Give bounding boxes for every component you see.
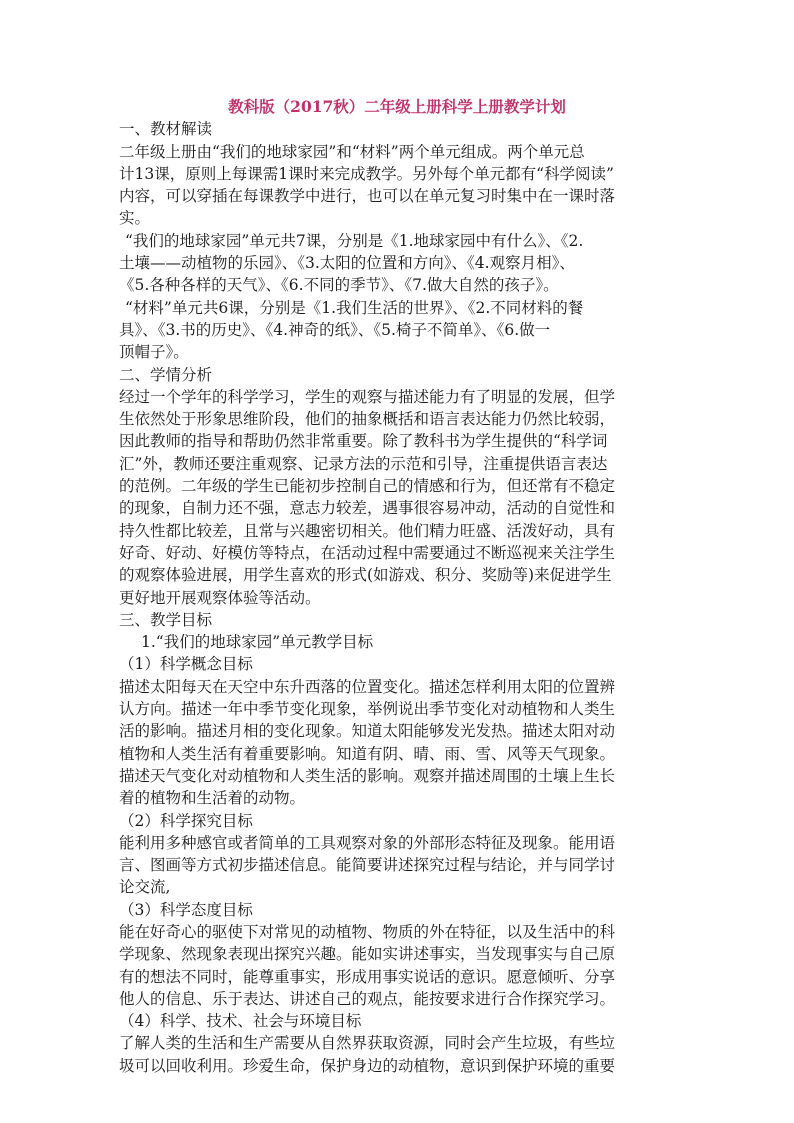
text-line: 顶帽子》。 — [119, 343, 189, 362]
text-line: 《5.各种各样的天气》、《6.不同的季节》、《7.做大自然的孩子》。 — [119, 276, 559, 295]
text-line: 认方向。描述一年中季节变化现象，举例说出季节变化对动植物和人类生 — [119, 700, 616, 719]
text-line: 的现象，自制力还不强，意志力较差，遇事很容易冲动，活动的自觉性和 — [119, 499, 616, 518]
text-line: 好奇、好动、好模仿等特点，在活动过程中需要通过不断巡视来关注学生 — [119, 543, 616, 562]
section-heading: 二、学情分析 — [119, 365, 213, 384]
text-line: 了解人类的生活和生产需要从自然界获取资源，同时会产生垃圾，有些垃 — [119, 1034, 616, 1053]
text-line: （3）科学态度目标 — [119, 900, 253, 919]
text-line: 持久性都比较差，且常与兴趣密切相关。他们精力旺盛、活泼好动，具有 — [119, 521, 616, 540]
text-line: 土壤——动植物的乐园》、《3.太阳的位置和方向》、《4.观察月相》、 — [119, 254, 575, 273]
text-line: （4）科学、技术、社会与环境目标 — [119, 1012, 362, 1031]
text-line: 圾可以回收利用。珍爱生命，保护身边的动植物，意识到保护环境的重要 — [119, 1056, 616, 1075]
text-line: 言、图画等方式初步描述信息。能简要讲述探究过程与结论，并与同学讨 — [119, 856, 616, 875]
text-line: 他人的信息、乐于表达、讲述自己的观点，能按要求进行合作探究学习。 — [119, 989, 616, 1008]
text-line: （2）科学探究目标 — [119, 811, 253, 830]
text-line: 二年级上册由“我们的地球家园”和“材料”两个单元组成。两个单元总 — [119, 142, 585, 161]
text-line: 因此教师的指导和帮助仍然非常重要。除了教科书为学生提供的“科学词 — [119, 432, 608, 451]
text-line: 实。 — [119, 209, 151, 228]
section-heading: 一、教材解读 — [119, 120, 213, 139]
document-body — [119, 118, 675, 1077]
text-line: 能利用多种感官或者简单的工具观察对象的外部形态特征及现象。能用语 — [119, 833, 616, 852]
text-line: 植物和人类生活有着重要影响。知道有阴、晴、雨、雪、风等天气现象。 — [119, 744, 616, 763]
text-line: 着的植物和生活着的动物。 — [119, 789, 306, 808]
text-line: 计13课，原则上每课需1课时来完成教学。另外每个单元都有“科学阅读” — [119, 164, 614, 183]
text-line: 汇”外，教师还要注重观察、记录方法的示范和引导，注重提供语言表达 — [119, 454, 608, 473]
text-line: 论交流, — [119, 878, 171, 897]
text-line: 能在好奇心的驱使下对常见的动植物、物质的外在特征，以及生活中的科 — [119, 922, 616, 941]
text-line: 更好地开展观察体验等活动。 — [119, 588, 321, 607]
text-line: 描述天气变化对动植物和人类生活的影响。观察并描述周围的土壤上生长 — [119, 766, 616, 785]
text-line: 内容，可以穿插在每课教学中进行，也可以在单元复习时集中在一课时落 — [119, 187, 616, 206]
text-line: “材料”单元共6课，分别是《1.我们生活的世界》、《2.不同材料的餐 — [125, 298, 584, 317]
text-line: （1）科学概念目标 — [119, 655, 253, 674]
text-line: 经过一个学年的科学学习，学生的观察与描述能力有了明显的发展，但学 — [119, 387, 616, 406]
text-line: 的范例。二年级的学生已能初步控制自己的情感和行为，但还常有不稳定 — [119, 477, 616, 496]
text-line: 有的想法不同时，能尊重事实，形成用事实说话的意识。愿意倾听、分享 — [119, 967, 616, 986]
document-page — [119, 96, 675, 1077]
text-line: 具》、《3.书的历史》、《4.神奇的纸》、《5.椅子不简单》、《6.做一 — [119, 320, 551, 339]
text-line: 描述太阳每天在天空中东升西落的位置变化。描述怎样利用太阳的位置辨 — [119, 677, 616, 696]
text-line: 1.“我们的地球家园”单元教学目标 — [141, 633, 374, 652]
document-title: 教科版（2017秋）二年级上册科学上册教学计划 — [228, 97, 566, 116]
section-heading: 三、教学目标 — [119, 610, 213, 629]
text-line: 活的影响。描述月相的变化现象。知道太阳能够发光发热。描述太阳对动 — [119, 722, 616, 741]
text-line: “我们的地球家园”单元共7课，分别是《1.地球家园中有什么》、《2. — [125, 231, 584, 250]
text-line: 生依然处于形象思维阶段，他们的抽象概括和语言表达能力仍然比较弱， — [119, 410, 616, 429]
text-line: 的观察体验进展，用学生喜欢的形式(如游戏、积分、奖励等)来促进学生 — [119, 566, 612, 585]
text-line: 学现象、然现象表现出探究兴趣。能如实讲述事实，当发现事实与自己原 — [119, 945, 616, 964]
